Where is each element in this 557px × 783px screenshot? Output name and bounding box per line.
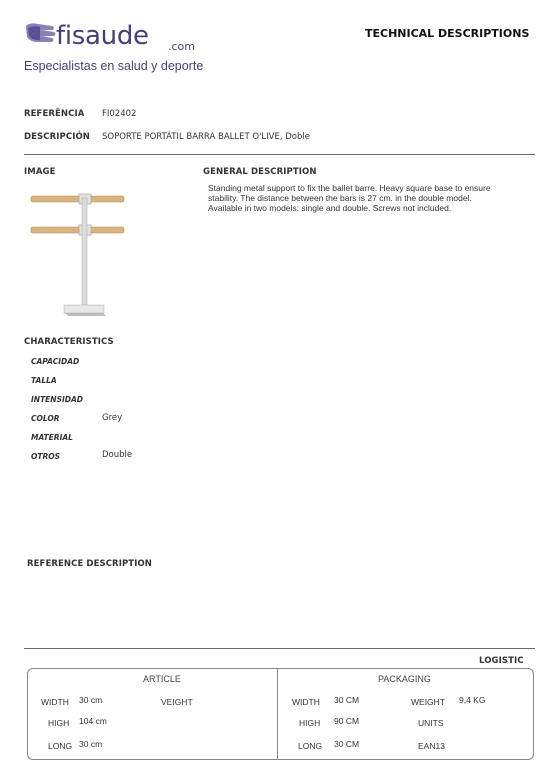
- article-width-label: WIDTH: [41, 697, 69, 707]
- characteristic-name: INTENSIDAD: [31, 395, 84, 404]
- general-description-line: Standing metal support to fix the ballet barre. Heavy square base to ensure: [208, 183, 491, 193]
- article-high-value: 104 cm: [79, 716, 107, 726]
- logistic-box: [27, 668, 534, 760]
- characteristic-name: OTROS: [31, 452, 61, 461]
- characteristic-name: COLOR: [31, 414, 60, 423]
- packaging-units-label: UNITS: [418, 718, 444, 728]
- general-description-line: Available in two models: single and double. Screws not included.: [208, 203, 452, 214]
- packaging-width-value: 30 CM: [334, 695, 360, 705]
- characteristic-name: TALLA: [31, 376, 57, 385]
- divider-top: [24, 154, 535, 155]
- characteristics-label: CHARACTERISTICS: [24, 337, 114, 347]
- reference-value: FI02402: [102, 109, 137, 119]
- characteristic-value: Grey: [102, 413, 123, 423]
- article-long-value: 30 cm: [79, 739, 103, 749]
- logistic-label: LOGISTIC: [479, 656, 524, 666]
- general-description-text: [208, 183, 528, 214]
- reference-label: REFERÊNCIA: [24, 109, 85, 119]
- article-long-label: LONG: [48, 741, 73, 751]
- fisaude-hand-icon: [24, 20, 58, 50]
- description-value: SOPORTE PORTÁTIL BARRA BALLET O'LIVE, Doble: [102, 132, 310, 142]
- document-title: TECHNICAL DESCRIPTIONS: [365, 27, 530, 40]
- tagline: Especialistas en salud y deporte: [24, 59, 204, 73]
- packaging-ean-label: EAN13: [418, 741, 445, 751]
- logistic-divider: [277, 668, 278, 759]
- characteristic-value: Double: [102, 450, 133, 460]
- characteristic-name: CAPACIDAD: [31, 357, 80, 366]
- packaging-long-label: LONG: [298, 741, 323, 751]
- reference-description-label: REFERENCE DESCRIPTION: [27, 559, 152, 569]
- general-description-label: GENERAL DESCRIPTION: [203, 167, 317, 177]
- logo-word: fisaude: [56, 21, 149, 51]
- characteristic-name: MATERIAL: [31, 433, 73, 442]
- packaging-weight-label: WEIGHT: [411, 697, 445, 707]
- article-high-label: HIGH: [48, 718, 70, 728]
- packaging-title: PACKAGING: [378, 674, 431, 684]
- product-image: [28, 190, 128, 320]
- general-description-line: stability. The distance between the bars is 27 cm. in the double model.: [208, 193, 472, 204]
- article-width-value: 30 cm: [79, 695, 103, 705]
- packaging-high-value: 90 CM: [334, 716, 360, 726]
- divider-bottom: [24, 648, 535, 649]
- logo: [24, 18, 204, 58]
- description-label: DESCRIPCIÓN: [24, 132, 90, 142]
- packaging-width-label: WIDTH: [292, 697, 320, 707]
- article-weight-label: VEIGHT: [161, 697, 193, 707]
- packaging-long-value: 30 CM: [334, 739, 360, 749]
- article-title: ARTICLE: [143, 674, 181, 684]
- packaging-high-label: HIGH: [299, 718, 321, 728]
- image-label: IMAGE: [24, 167, 56, 177]
- packaging-weight-value: 9,4 KG: [459, 695, 486, 705]
- logo-domain: .com: [168, 40, 195, 53]
